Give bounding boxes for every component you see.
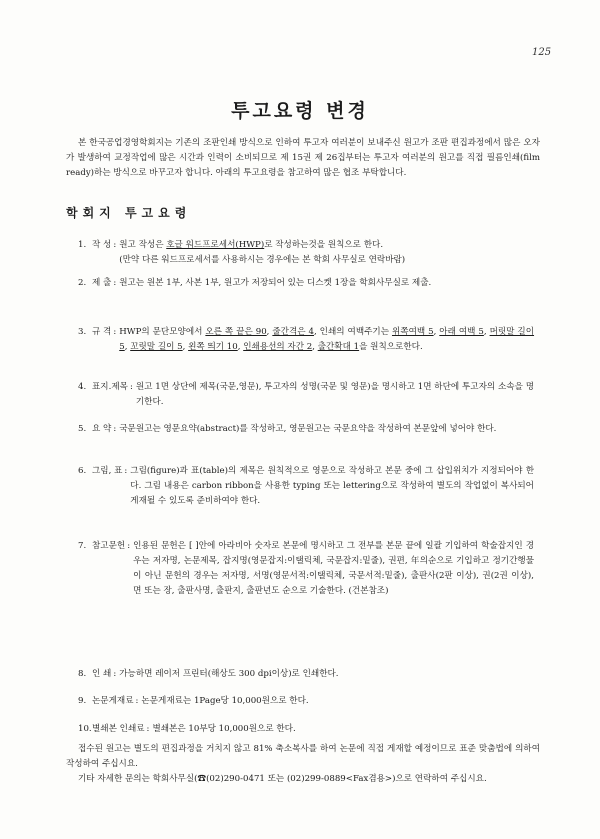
item-label: 규 격 (92, 327, 112, 337)
item-underlined-text: 줄간격은 4 (272, 327, 314, 337)
guideline-item (78, 667, 534, 682)
item-label: 별쇄본 인쇄료 (92, 724, 145, 734)
item-label: 논문게재료 (92, 696, 134, 706)
item-number: 6. (78, 466, 87, 476)
section-title: 학회지 투고요령 (66, 206, 192, 220)
item-number: 4. (78, 382, 87, 392)
footer-notes (66, 742, 540, 787)
item-text: , (266, 327, 273, 337)
guideline-item (78, 464, 534, 509)
item-text: 로 작성하는것을 원칙으로 한다. (264, 240, 384, 250)
item-underlined-text: 오른 쪽 끝은 90 (205, 327, 267, 337)
item-colon: : (113, 424, 117, 434)
item-number: 2. (78, 278, 87, 288)
item-text: , (312, 342, 318, 352)
item-label: 요 약 (92, 424, 112, 434)
item-colon: : (129, 382, 133, 392)
item-body (119, 276, 534, 291)
guideline-item (78, 238, 534, 268)
item-colon: : (113, 278, 117, 288)
item-text: HWP의 문단모양에서 (119, 327, 206, 337)
item-label: 참고문헌 (92, 541, 126, 551)
item-text: 논문게재료는 1Page당 10,000원으로 한다. (141, 696, 309, 706)
item-text: , (483, 327, 490, 337)
item-text: 인용된 문헌은 [ ]안에 아라비아 숫자로 본문에 명시하고 그 전부를 본문 끝에 일괄 기입하여 학술잡지인 경우는 저자명, 논문제목, 잡지명(영문잡지:이탤릭체, 국문잡지:밑줄), 권편, 年의순으로 기입하고 정기간행물이 아닌 문헌의 경우는 저자명, 서명(영문서적:이탤릭체, 국문서적:밑줄), 출판사(2판 이상), 권(2권 이상), 면 또는 장, 출판사명, 출판지, 출판년도 순으로 기술한다. (건본참조) (133, 541, 534, 596)
item-underlined-text: 위쪽여백 5 (391, 327, 434, 337)
item-colon: : (124, 466, 128, 476)
item-underlined-text: 머릿말 길이 5 (119, 327, 535, 352)
item-underlined-text: 왼쪽 띄기 10 (188, 342, 238, 352)
page-title: 투고요령 변경 (231, 100, 369, 122)
item-number: 7. (78, 541, 87, 551)
item-underlined-text: 아래 여백 5 (439, 327, 484, 337)
item-body (119, 325, 534, 355)
item-text: (만약 다른 워드프로세서를 사용하시는 경우에는 본 학회 사무실로 연락바람) (119, 255, 406, 265)
item-number: 10. (78, 724, 92, 734)
item-body (152, 722, 534, 737)
item-text: , (433, 327, 440, 337)
item-body (136, 380, 534, 410)
guideline-item (78, 539, 534, 599)
guideline-item (78, 380, 534, 410)
item-underlined-text: 인쇄용선의 자간 2 (243, 342, 313, 352)
item-colon: : (146, 724, 150, 734)
item-underlined-text: 출간확대 1 (317, 342, 360, 352)
item-underlined-text: 호글 워드프로세서(HWP) (166, 240, 265, 250)
item-text: , (237, 342, 244, 352)
item-text: , (124, 342, 131, 352)
item-body (119, 667, 534, 682)
intro-paragraph (66, 136, 540, 181)
item-text: 원고 작성은 (119, 240, 167, 250)
item-number: 5. (78, 424, 87, 434)
item-text: 을 원칙으로한다. (359, 342, 423, 352)
item-body (119, 422, 534, 437)
item-underlined-text: 꼬릿말 길이 5 (130, 342, 183, 352)
guideline-item (78, 694, 534, 709)
item-text: 그림(figure)과 표(table)의 제목은 원칙적으로 영문으로 작성하고 본문 중에 그 삽입위치가 지정되어야 한다. 그림 내용은 carbon ribbon을 사용한 typing 또는 lettering으로 작성하여 별도의 작업없이 복사되어 게재될 수 있도록 준비하여야 한다. (130, 466, 534, 506)
item-text: , (182, 342, 189, 352)
intro-text: 본 한국공업경영학회지는 기존의 조판인쇄 방식으로 인하여 투고자 여러분이 보내주신 원고가 조판 편집과정에서 많은 오자가 발생하여 교정작업에 많은 시간과 인력이 소비되므로 제 15권 제 26집부터는 투고자 여러분의 원고를 직접 필름인쇄(film ready)하는 방식으로 바꾸고자 합니다. 아래의 투고요령을 참고하여 많은 협조 부탁합니다. (66, 138, 540, 178)
item-text: 국문원고는 영문요약(abstract)를 작성하고, 영문원고는 국문요약을 작성하여 본문앞에 넣어야 한다. (119, 424, 497, 434)
guideline-item (78, 422, 534, 437)
item-body (119, 238, 534, 268)
item-body (141, 694, 534, 709)
guideline-item (78, 276, 534, 291)
item-colon: : (127, 541, 131, 551)
item-number: 1. (78, 240, 87, 250)
item-body (130, 464, 534, 509)
item-text: , 인쇄의 여백주기는 (313, 327, 392, 337)
item-colon: : (135, 696, 139, 706)
item-number: 9. (78, 696, 87, 706)
item-number: 3. (78, 327, 87, 337)
footer-note-2: 기타 자세한 문의는 학회사무실(☎(02)290-0471 또는 (02)299-0889<Fax겸용>)으로 연락하여 주십시요. (78, 774, 487, 784)
item-colon: : (113, 669, 117, 679)
item-label: 표지.제목 (92, 382, 128, 392)
item-label: 인 쇄 (92, 669, 112, 679)
item-text: 원고 1면 상단에 제목(국문,영문), 투고자의 성명(국문 및 영문)을 명시하고 1면 하단에 투고자의 소속을 명기한다. (135, 382, 534, 407)
guideline-item (78, 722, 534, 737)
item-body (133, 539, 534, 599)
page-number: 125 (532, 47, 552, 58)
item-text: 원고는 원본 1부, 사본 1부, 원고가 저장되어 있는 디스켓 1장을 학회사무실로 제출. (119, 278, 432, 288)
item-text: 별쇄본은 10부당 10,000원으로 한다. (152, 724, 296, 734)
item-colon: : (113, 327, 117, 337)
item-label: 작 성 (92, 240, 112, 250)
item-label: 제 출 (92, 278, 112, 288)
item-text: 가능하면 레이저 프린터(해상도 300 dpi이상)로 인쇄한다. (119, 669, 339, 679)
item-number: 8. (78, 669, 87, 679)
guideline-item (78, 325, 534, 355)
item-colon: : (113, 240, 117, 250)
item-label: 그림, 표 (92, 466, 123, 476)
footer-note-1: 접수된 원고는 별도의 편집과정을 거치지 않고 81% 축소복사를 하여 논문에 직접 게재할 예정이므로 표준 맞춤법에 의하여 작성하여 주십시요. (66, 744, 540, 769)
